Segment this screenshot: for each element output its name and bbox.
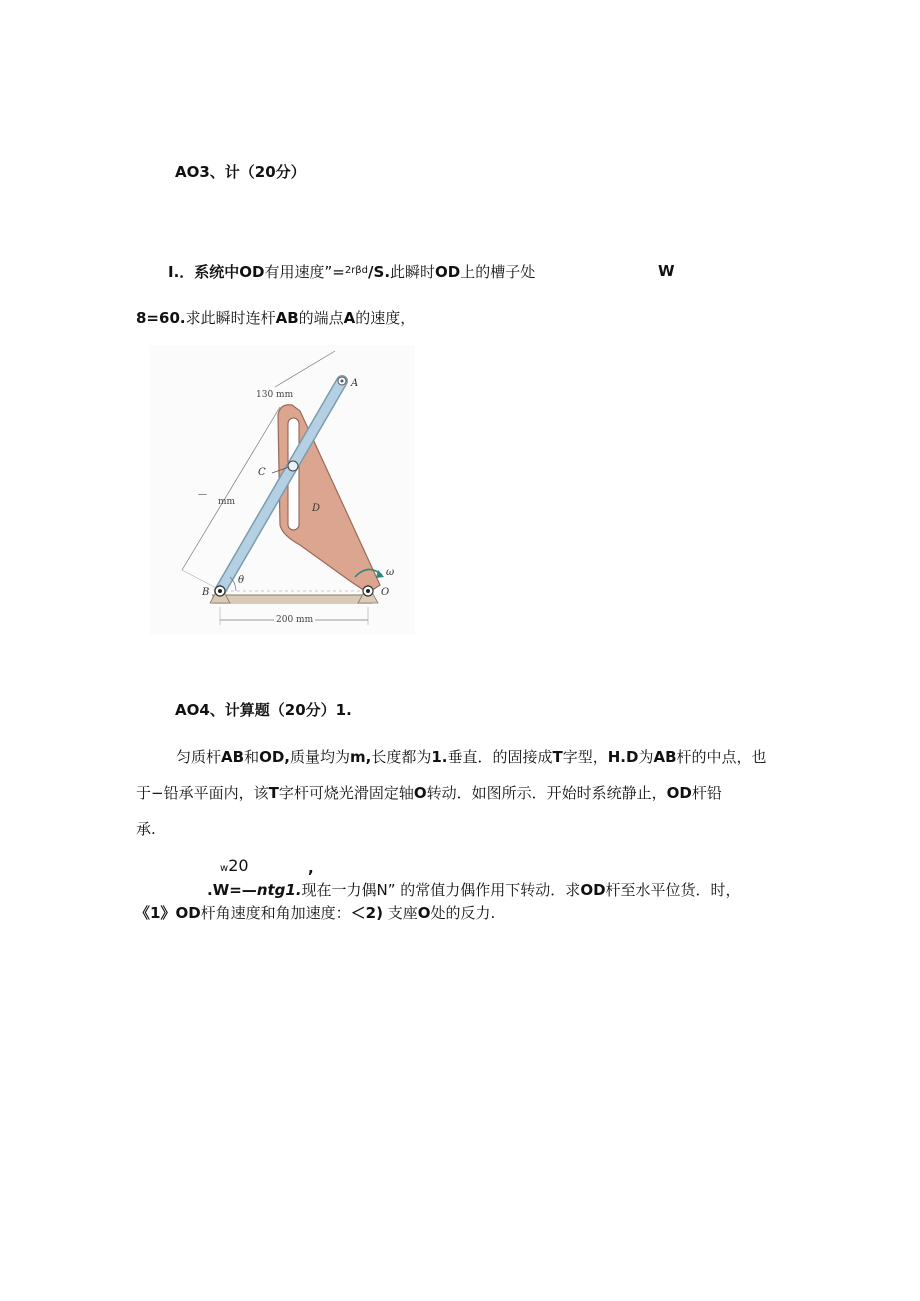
problem3-question-line2 [136,308,415,328]
q2-mid2: 的端点 [298,309,344,327]
p4-od: OD [580,881,606,899]
p5-d: 支座 [382,904,418,922]
p5-e: 处的反力. [430,904,496,922]
formula-top: w20 [220,856,249,875]
problem4-para-line2 [136,783,722,803]
p1-e: 垂直．的固接成 [447,748,553,766]
dim-left-dash: — [198,490,207,500]
p1-a: 匀质杆 [176,748,222,766]
p1-od: OD, [259,748,290,766]
p1-b: 和 [244,748,260,766]
q-mid1: 有用速度”= [264,263,345,281]
p1-f: 字型， [562,748,608,766]
q2-angle: 8=60. [136,309,186,327]
p1-m: m, [350,748,372,766]
q-mid3: 上的槽子处 [460,263,536,281]
ground-base [212,595,372,604]
label-d: D [312,503,321,514]
p4-w: .W=— [207,881,257,899]
problem4-para-line3: 承. [136,820,156,838]
p4-mg: ntg1. [256,881,302,899]
mechanism-drawing [150,345,415,635]
frac-top: 20 [228,856,249,875]
p1-ab2: AB [653,748,677,766]
p4-b: 杆至水平位货．时， [605,881,741,899]
q-w: W [658,262,675,280]
q2-a: A [343,309,356,327]
q2-mid: 求此瞬时连杆 [185,309,276,327]
p5-c: ＜2) [350,904,383,922]
label-o: O [381,587,390,598]
p5-o: O [417,904,431,922]
p1-one: 1. [431,748,448,766]
p4-a: 现在一力偶N” 的常值力偶作用下转动．求 [301,881,581,899]
q2-end: 的速度， [355,309,416,327]
problem4-para-line4 [207,880,741,900]
p1-h: 杆的中点，也 [676,748,767,766]
dim-left-text: mm [218,497,236,507]
problem4-heading: AO4、计算题（20分）1. [175,701,352,719]
p2-b: 字杆可烧光滑固定轴 [278,784,414,802]
problem3-heading: AO3、计（20分） [175,163,306,181]
p2-d: 杆铅 [691,784,722,802]
formula-comma: , [308,859,314,877]
p2-a: 于−铅承平面内，该 [136,784,269,802]
problem3-question-line1 [168,261,535,282]
q-od: OD [239,263,265,281]
p1-g: 为 [638,748,654,766]
q-prefix: I.．系统中 [168,263,240,281]
p1-c: 质量均为 [289,748,350,766]
problem4-para-line5 [135,903,495,923]
p1-hd: H.D [607,748,639,766]
p5-b: 杆角速度和角加速度： [200,904,351,922]
pin-c [288,461,298,471]
p5-od: OD [175,904,201,922]
label-b: B [202,587,210,598]
p1-d: 长度都为 [371,748,432,766]
mechanism-figure [150,345,415,635]
label-omega: ω [386,567,395,578]
q2-ab: AB [275,309,299,327]
p2-od: OD [666,784,692,802]
p5-a: 《1》 [135,904,176,922]
p1-t: T [552,748,563,766]
q-od2: OD [435,263,461,281]
label-a: A [351,378,359,389]
q-unit: /S. [368,263,391,281]
label-theta: θ [238,575,245,586]
dim-bottom-text: 200 mm [276,615,314,625]
p2-c: 转动．如图所示．开始时系统静止， [426,784,667,802]
p1-ab: AB [221,748,245,766]
q-mid2: 此瞬时 [390,263,436,281]
problem4-para-line1 [176,747,767,767]
label-c: C [258,467,266,478]
q-sup: 2rβd [344,265,369,276]
dim-top-text: 130 mm [256,390,294,400]
p2-t: T [268,784,279,802]
p2-o: O [413,784,427,802]
